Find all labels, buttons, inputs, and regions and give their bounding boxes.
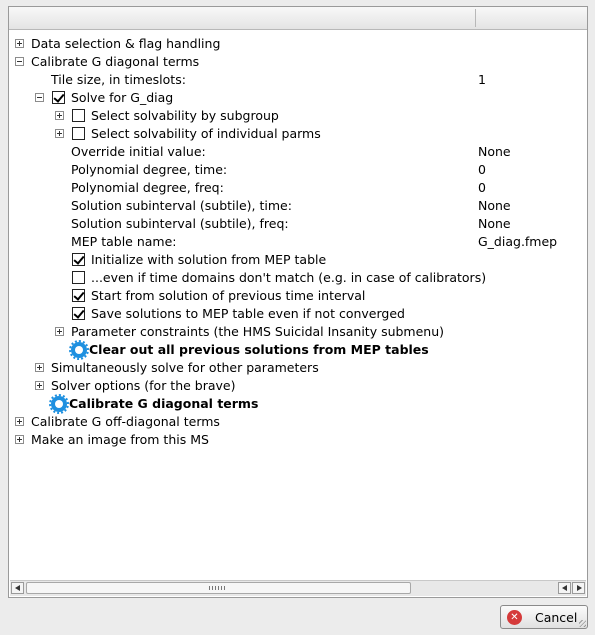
tree-header — [9, 7, 587, 30]
row-value[interactable]: None — [478, 198, 511, 213]
tree-row[interactable] — [9, 323, 587, 341]
grip-icon — [209, 586, 227, 590]
tree-row-action[interactable] — [9, 395, 587, 413]
row-label: Polynomial degree, time: — [71, 162, 228, 177]
tree-row[interactable] — [9, 359, 587, 377]
scroll-left-button-secondary[interactable] — [558, 582, 571, 594]
collapse-icon[interactable] — [35, 93, 44, 102]
right-arrow-icon — [577, 585, 582, 591]
row-label: Solution subinterval (subtile), time: — [71, 198, 292, 213]
tree-row[interactable] — [9, 431, 587, 449]
row-label: Simultaneously solve for other parameters — [51, 360, 319, 375]
row-label: Select solvability of individual parms — [91, 126, 321, 141]
expand-icon[interactable] — [55, 111, 64, 120]
row-label: Polynomial degree, freq: — [71, 180, 224, 195]
row-label: Tile size, in timeslots: — [51, 72, 186, 87]
row-label: Select solvability by subgroup — [91, 108, 279, 123]
tree-row[interactable] — [9, 161, 587, 179]
row-label: Make an image from this MS — [31, 432, 209, 447]
row-label: Clear out all previous solutions from MEP tables — [89, 342, 429, 357]
expand-icon[interactable] — [35, 363, 44, 372]
header-column-separator[interactable] — [475, 9, 476, 27]
row-label: Override initial value: — [71, 144, 206, 159]
scroll-right-button[interactable] — [572, 582, 585, 594]
row-label: MEP table name: — [71, 234, 177, 249]
resize-grip-icon[interactable] — [579, 620, 586, 627]
tree-row[interactable] — [9, 125, 587, 143]
tree-row[interactable] — [9, 143, 587, 161]
tree-row[interactable] — [9, 35, 587, 53]
left-arrow-icon — [562, 585, 567, 591]
cancel-icon: ✕ — [507, 610, 522, 625]
solve-checkbox[interactable] — [52, 91, 65, 104]
row-label: Calibrate G diagonal terms — [31, 54, 200, 69]
row-label: Initialize with solution from MEP table — [91, 252, 327, 267]
row-label: Save solutions to MEP table even if not converged — [91, 306, 405, 321]
tree-row[interactable] — [9, 53, 587, 71]
row-label: Solver options (for the brave) — [51, 378, 236, 393]
cancel-button[interactable] — [500, 605, 588, 629]
scroll-left-button[interactable] — [11, 582, 24, 594]
expand-icon[interactable] — [15, 39, 24, 48]
gear-icon — [71, 342, 87, 358]
tree-row[interactable] — [9, 107, 587, 125]
tree-row[interactable] — [9, 251, 587, 269]
tree-row[interactable] — [9, 197, 587, 215]
row-label: Solve for G_diag — [71, 90, 174, 105]
tree-row[interactable] — [9, 215, 587, 233]
row-label: ...even if time domains don't match (e.g. in case of calibrators) — [91, 270, 487, 285]
save-unconverged-checkbox[interactable] — [72, 307, 85, 320]
row-value[interactable]: G_diag.fmep — [478, 234, 558, 249]
expand-icon[interactable] — [55, 129, 64, 138]
row-label: Calibrate G diagonal terms — [69, 396, 259, 411]
scrollbar-thumb[interactable] — [26, 582, 411, 594]
individual-parms-checkbox[interactable] — [72, 127, 85, 140]
cancel-label: Cancel — [535, 610, 578, 625]
row-value[interactable]: 1 — [478, 72, 486, 87]
tree-row[interactable] — [9, 179, 587, 197]
collapse-icon[interactable] — [15, 57, 24, 66]
options-tree — [9, 30, 587, 577]
row-label: Calibrate G off-diagonal terms — [31, 414, 220, 429]
subgroup-checkbox[interactable] — [72, 109, 85, 122]
time-domain-mismatch-checkbox[interactable] — [72, 271, 85, 284]
row-label: Parameter constraints (the HMS Suicidal Insanity submenu) — [71, 324, 445, 339]
tree-row[interactable] — [9, 71, 587, 89]
row-value[interactable]: 0 — [478, 180, 486, 195]
gear-icon — [51, 396, 67, 412]
row-value[interactable]: None — [478, 144, 511, 159]
tree-row[interactable] — [9, 233, 587, 251]
expand-icon[interactable] — [15, 435, 24, 444]
expand-icon[interactable] — [55, 327, 64, 336]
row-label: Start from solution of previous time interval — [91, 288, 366, 303]
row-label: Solution subinterval (subtile), freq: — [71, 216, 289, 231]
row-value[interactable]: 0 — [478, 162, 486, 177]
options-tree-panel — [8, 6, 588, 598]
tree-row[interactable] — [9, 413, 587, 431]
tree-row[interactable] — [9, 269, 587, 287]
expand-icon[interactable] — [35, 381, 44, 390]
tree-row[interactable] — [9, 305, 587, 323]
expand-icon[interactable] — [15, 417, 24, 426]
tree-row[interactable] — [9, 287, 587, 305]
row-label: Data selection & flag handling — [31, 36, 221, 51]
tree-row-action[interactable] — [9, 341, 587, 359]
start-previous-interval-checkbox[interactable] — [72, 289, 85, 302]
init-from-mep-checkbox[interactable] — [72, 253, 85, 266]
tree-row[interactable] — [9, 377, 587, 395]
row-value[interactable]: None — [478, 216, 511, 231]
horizontal-scrollbar[interactable] — [10, 580, 586, 596]
left-arrow-icon — [15, 585, 20, 591]
tree-row[interactable] — [9, 89, 587, 107]
